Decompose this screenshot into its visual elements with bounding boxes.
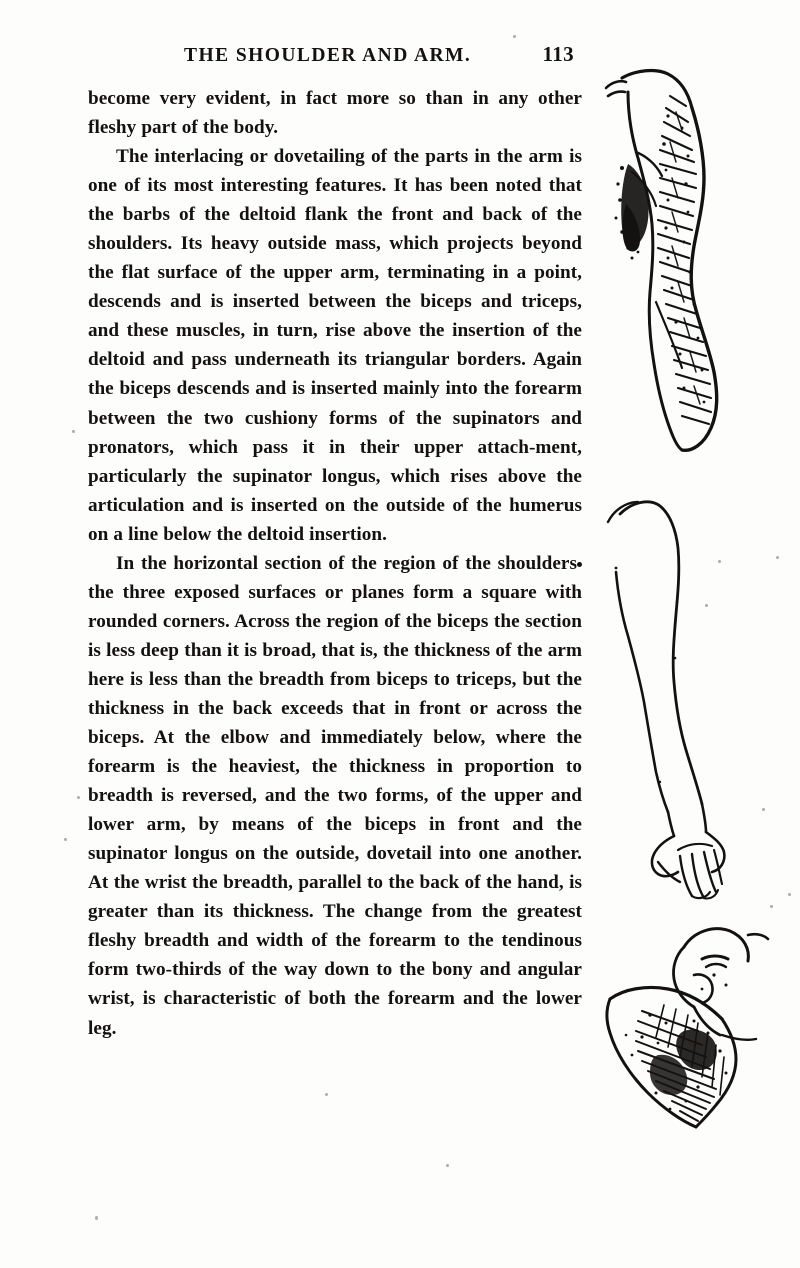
page-number: 113 <box>542 42 574 66</box>
scan-speck <box>770 905 773 908</box>
scan-speck <box>762 808 765 811</box>
scan-speck <box>77 796 80 799</box>
scan-speck <box>776 556 779 559</box>
scan-speck <box>95 1216 98 1220</box>
upper-arm-hatched-illustration <box>598 52 798 482</box>
scan-speck <box>325 1093 328 1096</box>
running-head-title: THE SHOULDER AND ARM. <box>184 45 472 66</box>
body-text-column <box>88 84 582 1043</box>
illustration-column <box>596 0 800 1268</box>
paragraph-3-text-before-blot: In the horizontal section of the region of the shoulders <box>116 552 577 574</box>
paragraph-3-text-after-blot: the three exposed surfaces or planes form a square with rounded corners. Across the region of the biceps the section is less deep than it is broad, that is, the thickness of the arm here is less than the breadth from biceps to triceps, but the thickness in the back exceeds that in front or across the biceps. At the elbow and immediately below, where the forearm is the heaviest, the thickness in proportion to breadth is reversed, and the two forms, of the upper and lower arm, by means of the biceps in front and the supinator longus on the outside, dovetail into one another. At the wrist the breadth, parallel to the back of the hand, is greater than its thickness. The change from the greatest fleshy breadth and width of the forearm to the tendinous form two-thirds of the way down to the bony and angular wrist, is characteristic of both the forearm and the lower leg. <box>88 581 582 1039</box>
paragraph-2: The interlacing or dovetailing of the parts in the arm is one of its most interesting features. It has been noted that the barbs of the deltoid flank the front and back of the shoulders. Its heavy outside mass, which projects beyond the flat surface of the upper arm, terminating in a point, descends and is inserted between the biceps and triceps, and these muscles, in turn, rise above the insertion of the deltoid and pass underneath its triangular borders. Again the biceps descends and is inserted mainly into the forearm between the two cushiony forms of the supinators and pronators, which pass it in their upper attach-ment, particularly the supinator longus, which rises above the articulation and is inserted on the outside of the humerus on a line below the deltoid insertion. <box>88 146 582 545</box>
scan-speck <box>718 560 721 563</box>
scan-speck <box>513 35 516 38</box>
scan-speck <box>705 604 708 607</box>
paragraph-1: become very evident, in fact more so than in any other fleshy part of the body. <box>88 88 582 139</box>
paragraph-3 <box>88 549 582 1043</box>
head-and-shoulder-illustration <box>598 915 798 1150</box>
scan-speck <box>64 838 67 841</box>
scan-ink-blot <box>577 562 582 567</box>
running-head <box>88 42 583 70</box>
scan-speck <box>446 1164 449 1167</box>
scan-speck <box>788 893 791 896</box>
outline-arm-illustration <box>598 482 798 912</box>
scan-speck <box>72 430 75 433</box>
